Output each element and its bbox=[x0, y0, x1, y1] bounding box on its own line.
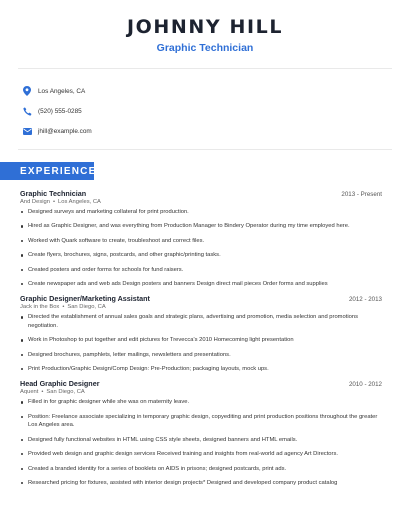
job-title: Graphic Designer/Marketing Assistant bbox=[20, 294, 150, 304]
list-item: Filled in for graphic designer while she was on maternity leave. bbox=[20, 398, 382, 406]
job-company-line: Aquent • San Diego, CA bbox=[20, 389, 85, 396]
job-title: Head Graphic Designer bbox=[20, 379, 100, 389]
list-item: Create newspaper ads and web ads Design posters and banners Design direct mail pieces Order forms and supplies bbox=[20, 280, 382, 288]
job-company: Aquent bbox=[20, 389, 39, 396]
job-dates: 2013 - Present bbox=[341, 191, 382, 198]
experience-list bbox=[20, 189, 382, 493]
map-pin-icon bbox=[22, 86, 32, 96]
job-dates: 2010 - 2012 bbox=[348, 381, 382, 389]
contact-divider bbox=[18, 149, 392, 150]
envelope-icon bbox=[22, 126, 32, 136]
job-bullets bbox=[20, 208, 382, 288]
contact-phone-text: (520) 555-0285 bbox=[38, 107, 82, 115]
contact-location bbox=[22, 82, 92, 100]
candidate-name: JOHNNY HILL bbox=[126, 16, 284, 38]
job-dates: 2012 - 2013 bbox=[348, 296, 382, 304]
list-item: Designed brochures, pamphlets, letter mailings, newsletters and presentations. bbox=[20, 351, 382, 359]
list-item: Designed surveys and marketing collateral for print production. bbox=[20, 208, 382, 216]
contact-phone bbox=[22, 102, 92, 120]
header-divider bbox=[18, 68, 392, 69]
list-item: Created posters and order forms for schools for fund raisers. bbox=[20, 266, 382, 274]
list-item: Designed fully functional websites in HTML using CSS style sheets, designed banners and HTML emails. bbox=[20, 436, 382, 444]
list-item: Hired as Graphic Designer, and was everything from Production Manager to Bindery Operator during my time employed here. bbox=[20, 222, 382, 230]
list-item: Create flyers, brochures, signs, postcards, and other graphic/printing tasks. bbox=[20, 251, 382, 259]
phone-icon bbox=[22, 106, 32, 116]
job-location: San Diego, CA bbox=[67, 304, 106, 311]
job-entry bbox=[20, 294, 382, 373]
contact-list bbox=[22, 82, 92, 142]
list-item: Worked with Quark software to create, troubleshoot and correct files. bbox=[20, 237, 382, 245]
list-item: Directed the establishment of annual sales goals and strategic plans, advertising and promotion, media selection and promotions negotiation. bbox=[20, 313, 382, 330]
resume-header bbox=[0, 0, 410, 54]
job-entry bbox=[20, 379, 382, 487]
contact-email bbox=[22, 122, 92, 140]
job-company-line: And Design • Los Angeles, CA bbox=[20, 199, 101, 205]
job-bullets bbox=[20, 313, 382, 373]
job-company: And Design bbox=[20, 199, 50, 205]
job-location: San Diego, CA bbox=[46, 389, 85, 396]
job-company-line: Jack in the Box • San Diego, CA bbox=[20, 304, 106, 311]
list-item: Provided web design and graphic design services Received training and insights from real-world ad agency Art Directors. bbox=[20, 450, 382, 458]
experience-section-heading: EXPERIENCE bbox=[0, 162, 94, 180]
job-title: Graphic Technician bbox=[20, 189, 87, 198]
candidate-role: Graphic Technician bbox=[156, 42, 254, 54]
list-item: Created a branded identity for a series of booklets on AIDS in prisons; designed postcards, print ads. bbox=[20, 465, 382, 473]
job-entry bbox=[20, 189, 382, 288]
list-item: Work in Photoshop to put together and edit pictures for Trevecca's 2010 Homecoming light presentation bbox=[20, 336, 382, 344]
contact-location-text: Los Angeles, CA bbox=[38, 87, 86, 95]
job-bullets bbox=[20, 398, 382, 487]
list-item: Researched pricing for fixtures, assisted with interior design projects* Designed and developed company product catalog bbox=[20, 479, 382, 487]
list-item: Position: Freelance associate specializing in temporary graphic design, copyediting and print production positions throughout the greater Los Angeles area. bbox=[20, 413, 382, 430]
contact-email-text: jhill@example.com bbox=[38, 127, 92, 135]
job-company: Jack in the Box bbox=[20, 304, 60, 311]
job-location: Los Angeles, CA bbox=[58, 199, 101, 205]
list-item: Print Production/Graphic Design/Comp Design: Pre-Production; packaging layouts, mock ups. bbox=[20, 365, 382, 373]
